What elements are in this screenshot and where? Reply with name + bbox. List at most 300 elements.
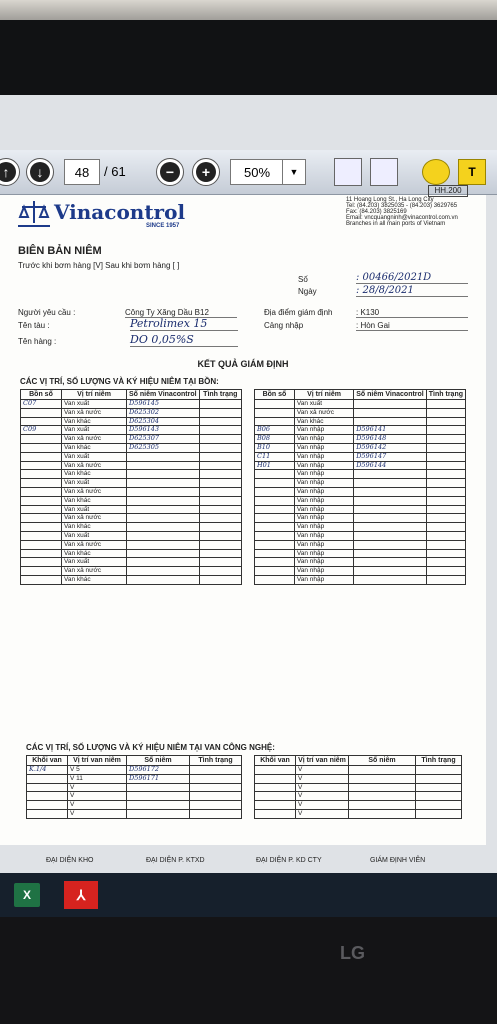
table-cell [127, 801, 190, 810]
table-row [255, 461, 466, 470]
section2-title: CÁC VỊ TRÍ, SỐ LƯỢNG VÀ KÝ HIỆU NIÊM TẠI VAN CÔNG NGHỆ: [26, 743, 275, 752]
table-row [255, 575, 466, 584]
table-cell [255, 558, 295, 567]
table-cell: Van xả nước [62, 461, 127, 470]
table-cell: Van nhập [294, 435, 353, 444]
so-value: : 00466/2021D [356, 272, 468, 284]
table-cell: Van nhập [294, 461, 353, 470]
table-cell: Van khác [62, 549, 127, 558]
table-cell: Van xuất [62, 426, 127, 435]
table-row [21, 549, 242, 558]
table-cell: Van khác [62, 523, 127, 532]
text-markup-icon[interactable]: T [458, 159, 486, 185]
address-line: Email: vncquangninh@vinacontrol.com.vn [346, 215, 458, 221]
prev-page-button[interactable] [0, 158, 20, 186]
table-cell: Van nhập [294, 470, 353, 479]
table-cell: Van nhập [294, 558, 353, 567]
table-cell [255, 575, 295, 584]
table-cell [199, 443, 241, 452]
table-cell [349, 792, 416, 801]
table-cell [21, 575, 62, 584]
minus-icon: − [160, 162, 180, 182]
table-cell [354, 487, 427, 496]
table-cell: Van xuất [62, 505, 127, 514]
table-cell [426, 505, 465, 514]
table-cell [21, 540, 62, 549]
table-cell [255, 567, 295, 576]
table-cell: D596142 [354, 443, 427, 452]
table-cell [190, 783, 242, 792]
table-row [21, 496, 242, 505]
valve-seal-table-right [254, 755, 462, 819]
table-cell: D596144 [354, 461, 427, 470]
excel-icon[interactable]: X [14, 883, 40, 907]
table-cell [21, 479, 62, 488]
table-cell: D596141 [354, 426, 427, 435]
table-cell: Van xả nước [62, 487, 127, 496]
zoom-dropdown-button[interactable] [282, 159, 306, 185]
table-cell [255, 531, 295, 540]
table-cell [21, 470, 62, 479]
table-cell: B06 [255, 426, 295, 435]
table-cell [127, 461, 200, 470]
table-cell [21, 435, 62, 444]
table-cell [199, 523, 241, 532]
table-cell [21, 408, 62, 417]
col-header: Số niêm Vinacontrol [127, 390, 200, 400]
table-cell [255, 408, 295, 417]
table-cell [21, 567, 62, 576]
col-header: Tình trạng [426, 390, 465, 400]
table-cell [426, 452, 465, 461]
valve-seal-table-left [26, 755, 242, 819]
table-cell [127, 452, 200, 461]
table-cell: Van nhập [294, 479, 353, 488]
table-cell [127, 487, 200, 496]
table-cell [354, 408, 427, 417]
table-cell [416, 792, 462, 801]
table-cell [199, 417, 241, 426]
table-cell: V [68, 783, 127, 792]
table-cell [426, 567, 465, 576]
table-row [255, 774, 462, 783]
table-cell: Van xuất [62, 558, 127, 567]
table-cell: V [296, 809, 349, 818]
table-cell: Van xuất [62, 479, 127, 488]
table-row [255, 505, 466, 514]
table-cell [199, 426, 241, 435]
table-cell: V 5 [68, 766, 127, 775]
monitor-brand: LG [340, 943, 365, 963]
table-cell [255, 540, 295, 549]
col-header: Số niêm [349, 756, 416, 766]
table-cell: Van xuất [62, 452, 127, 461]
table-cell [199, 487, 241, 496]
table-cell [21, 461, 62, 470]
table-row [27, 766, 242, 775]
table-cell: Van nhập [294, 575, 353, 584]
table-cell: Van nhập [294, 426, 353, 435]
fit-page-button[interactable] [334, 158, 362, 186]
table-cell [127, 540, 200, 549]
table-cell [199, 470, 241, 479]
table-cell [199, 400, 241, 409]
port-label: Cảng nhập [264, 321, 304, 330]
pump-status: Trước khi bơm hàng [V] Sau khi bơm hàng [ ] [18, 261, 180, 270]
col-header: Vị trí niêm [294, 390, 353, 400]
tank-seal-table-right [254, 389, 466, 585]
signature-label: GIÁM ĐỊNH VIÊN [370, 857, 426, 864]
table-row [255, 400, 466, 409]
table-cell [255, 801, 296, 810]
col-header: Vị trí van niêm [296, 756, 349, 766]
table-row [27, 783, 242, 792]
table-cell: Van nhập [294, 549, 353, 558]
table-cell [426, 408, 465, 417]
table-cell [27, 801, 68, 810]
table-row [255, 792, 462, 801]
table-cell [190, 809, 242, 818]
doc-title: BIÊN BẢN NIÊM [18, 245, 102, 257]
table-cell: B08 [255, 435, 295, 444]
table-cell [255, 766, 296, 775]
table-cell: D625307 [127, 435, 200, 444]
table-cell [255, 400, 295, 409]
table-cell [127, 549, 200, 558]
table-cell: Van nhập [294, 487, 353, 496]
table-cell [426, 496, 465, 505]
table-cell [127, 470, 200, 479]
table-cell: Van nhập [294, 443, 353, 452]
table-cell [255, 487, 295, 496]
table-cell: V [296, 783, 349, 792]
table-cell: C07 [21, 400, 62, 409]
table-cell [426, 435, 465, 444]
table-cell [354, 470, 427, 479]
table-cell [21, 443, 62, 452]
table-cell [21, 514, 62, 523]
table-row [21, 470, 242, 479]
table-cell [199, 435, 241, 444]
table-cell [127, 783, 190, 792]
address-block [346, 197, 458, 227]
table-cell [127, 479, 200, 488]
table-cell [127, 792, 190, 801]
table-cell [199, 567, 241, 576]
table-cell: Van xuất [62, 531, 127, 540]
table-row [255, 531, 466, 540]
goods-value: DO 0,05%S [130, 333, 238, 347]
table-cell [354, 567, 427, 576]
table-cell [426, 470, 465, 479]
table-row [255, 514, 466, 523]
address-line: Tel: (84.203) 3825035 - (84.203) 3629765 [346, 203, 458, 209]
table-cell: Van nhập [294, 523, 353, 532]
table-cell [255, 792, 296, 801]
result-title: KẾT QUẢ GIÁM ĐỊNH [197, 359, 289, 369]
table-cell [21, 505, 62, 514]
table-row [255, 783, 462, 792]
table-cell [354, 496, 427, 505]
table-cell [127, 567, 200, 576]
table-cell [21, 549, 62, 558]
table-cell: D596171 [127, 774, 190, 783]
table-row [21, 487, 242, 496]
comment-icon[interactable] [422, 159, 450, 185]
table-cell [416, 774, 462, 783]
table-cell [255, 496, 295, 505]
table-cell [199, 575, 241, 584]
table-cell [21, 558, 62, 567]
table-cell: D625304 [127, 417, 200, 426]
zoom-in-button[interactable] [192, 158, 220, 186]
table-row [255, 487, 466, 496]
table-cell [354, 540, 427, 549]
next-page-button[interactable] [26, 158, 54, 186]
table-row [21, 531, 242, 540]
table-cell [27, 792, 68, 801]
table-row [255, 452, 466, 461]
table-cell [349, 774, 416, 783]
table-row [21, 408, 242, 417]
table-cell [27, 809, 68, 818]
table-cell [354, 531, 427, 540]
table-row [21, 505, 242, 514]
table-cell [255, 783, 296, 792]
table-cell [127, 809, 190, 818]
table-cell [349, 801, 416, 810]
chevron-down-icon: ▼ [289, 167, 299, 177]
table-cell: V [296, 766, 349, 775]
ngay-label: Ngày [298, 287, 317, 296]
pdf-icon[interactable]: ⅄ [64, 881, 98, 909]
table-row [255, 558, 466, 567]
so-label: Số [298, 275, 308, 284]
table-cell [21, 452, 62, 461]
ship-value: Petrolimex 15 [130, 317, 238, 331]
table-row [21, 479, 242, 488]
table-cell [426, 540, 465, 549]
table-cell [426, 575, 465, 584]
place-value: : K130 [356, 308, 468, 318]
table-row [255, 567, 466, 576]
table-cell: Van nhập [294, 531, 353, 540]
table-cell [199, 514, 241, 523]
table-cell [127, 575, 200, 584]
table-row [21, 540, 242, 549]
table-cell: D596145 [127, 400, 200, 409]
table-cell [127, 496, 200, 505]
table-cell [199, 496, 241, 505]
table-cell: Van nhập [294, 505, 353, 514]
address-line: 11 Hoang Long St., Ha Long City [346, 197, 434, 203]
plus-icon: + [196, 162, 216, 182]
table-cell [255, 479, 295, 488]
table-row [27, 774, 242, 783]
table-cell [426, 549, 465, 558]
table-cell: Van xả nước [62, 408, 127, 417]
page-number-input[interactable]: 48 [64, 159, 100, 185]
table-row [21, 558, 242, 567]
ngay-value: : 28/8/2021 [356, 285, 468, 297]
table-cell [255, 523, 295, 532]
form-code: HH.200 [428, 185, 468, 197]
table-cell [127, 523, 200, 532]
table-cell [255, 774, 296, 783]
table-cell [354, 505, 427, 514]
logo-text: Vinacontrol [54, 200, 186, 224]
col-header: Vị trí van niêm [68, 756, 127, 766]
table-cell: Van xả nước [62, 514, 127, 523]
table-cell: Van khác [62, 417, 127, 426]
table-cell [199, 505, 241, 514]
table-cell [21, 487, 62, 496]
vinacontrol-logo-icon [18, 199, 50, 227]
page-total: / 61 [104, 164, 126, 179]
table-cell: V [296, 801, 349, 810]
table-cell [426, 558, 465, 567]
table-cell [127, 558, 200, 567]
table-cell: Van khác [62, 443, 127, 452]
table-cell: V 11 [68, 774, 127, 783]
table-cell: Van khác [62, 470, 127, 479]
table-row [255, 540, 466, 549]
table-row [27, 809, 242, 818]
zoom-out-button[interactable] [156, 158, 184, 186]
table-cell: D596143 [127, 426, 200, 435]
requester-label: Người yêu cầu : [18, 308, 76, 317]
table-cell [426, 400, 465, 409]
table-cell: C11 [255, 452, 295, 461]
table-cell: Van xuất [62, 400, 127, 409]
table-cell: Van khác [62, 496, 127, 505]
table-cell: Van nhập [294, 514, 353, 523]
table-cell [127, 531, 200, 540]
table-row [21, 575, 242, 584]
zoom-level-input[interactable]: 50% [230, 159, 284, 185]
table-cell: Van nhập [294, 452, 353, 461]
table-cell: Van nhập [294, 540, 353, 549]
table-cell [426, 479, 465, 488]
monitor-bezel-bottom [0, 917, 497, 1024]
logo-since: SINCE 1957 [146, 223, 180, 229]
table-row [255, 809, 462, 818]
col-header: Số niêm [127, 756, 190, 766]
table-cell [199, 549, 241, 558]
table-row [27, 801, 242, 810]
table-cell: H01 [255, 461, 295, 470]
table-cell: D625302 [127, 408, 200, 417]
table-cell [416, 766, 462, 775]
table-row [255, 801, 462, 810]
table-cell [354, 549, 427, 558]
table-cell [416, 809, 462, 818]
table-cell [255, 809, 296, 818]
table-cell [190, 774, 242, 783]
table-cell: B10 [255, 443, 295, 452]
table-row [21, 514, 242, 523]
table-cell: Van nhập [294, 567, 353, 576]
table-row [27, 792, 242, 801]
address-line: Branches in all main ports of Vietnam [346, 221, 446, 227]
table-cell [354, 514, 427, 523]
table-cell: D596148 [354, 435, 427, 444]
table-cell [27, 774, 68, 783]
table-cell: Van xả nước [294, 408, 353, 417]
table-cell [190, 792, 242, 801]
table-cell [199, 408, 241, 417]
table-cell: Van xả nước [62, 435, 127, 444]
table-cell: V [68, 792, 127, 801]
table-row [255, 549, 466, 558]
place-label: Địa điểm giám định [264, 308, 333, 317]
table-cell [354, 479, 427, 488]
document-page [0, 186, 486, 864]
col-header: Khối van [27, 756, 68, 766]
table-cell: K.1/4 [27, 766, 68, 775]
table-cell [199, 540, 241, 549]
table-row [255, 408, 466, 417]
table-cell [190, 801, 242, 810]
table-row [255, 766, 462, 775]
table-cell [416, 783, 462, 792]
table-cell [199, 452, 241, 461]
table-cell [21, 496, 62, 505]
section1-title: CÁC VỊ TRÍ, SỐ LƯỢNG VÀ KÝ HIỆU NIÊM TẠI BỒN: [20, 377, 219, 386]
table-cell [426, 487, 465, 496]
table-cell [199, 479, 241, 488]
table-row [255, 470, 466, 479]
table-cell [27, 783, 68, 792]
address-line: Fax: (84.203) 3825169 [346, 209, 407, 215]
table-cell: V [68, 809, 127, 818]
table-cell: Van khác [294, 417, 353, 426]
table-cell: Van xả nước [62, 540, 127, 549]
table-cell [349, 809, 416, 818]
table-cell [255, 470, 295, 479]
table-row [21, 452, 242, 461]
fullscreen-button[interactable] [370, 158, 398, 186]
table-cell: V [296, 792, 349, 801]
pdf-toolbar [0, 150, 497, 195]
arrow-down-icon: ↓ [30, 162, 50, 182]
table-cell [426, 523, 465, 532]
table-cell: Van nhập [294, 496, 353, 505]
signature-label: ĐẠI DIỆN P. KTXD [146, 857, 205, 864]
table-cell: Van xuất [294, 400, 353, 409]
table-cell [255, 514, 295, 523]
signature-label: ĐẠI DIỆN KHO [46, 857, 94, 864]
table-row [21, 567, 242, 576]
port-value: : Hòn Gai [356, 321, 468, 331]
table-cell [199, 558, 241, 567]
table-row [21, 400, 242, 409]
table-cell [127, 505, 200, 514]
col-header: Tình trạng [190, 756, 242, 766]
table-cell [426, 531, 465, 540]
col-header: Tình trạng [199, 390, 241, 400]
goods-label: Tên hàng : [18, 337, 57, 346]
table-cell: Van xả nước [62, 567, 127, 576]
col-header: Vị trí niêm [62, 390, 127, 400]
table-cell [21, 523, 62, 532]
col-header: Tình trạng [416, 756, 462, 766]
screen [0, 95, 497, 915]
table-cell [426, 417, 465, 426]
table-row [21, 461, 242, 470]
table-cell [190, 766, 242, 775]
table-row [21, 443, 242, 452]
